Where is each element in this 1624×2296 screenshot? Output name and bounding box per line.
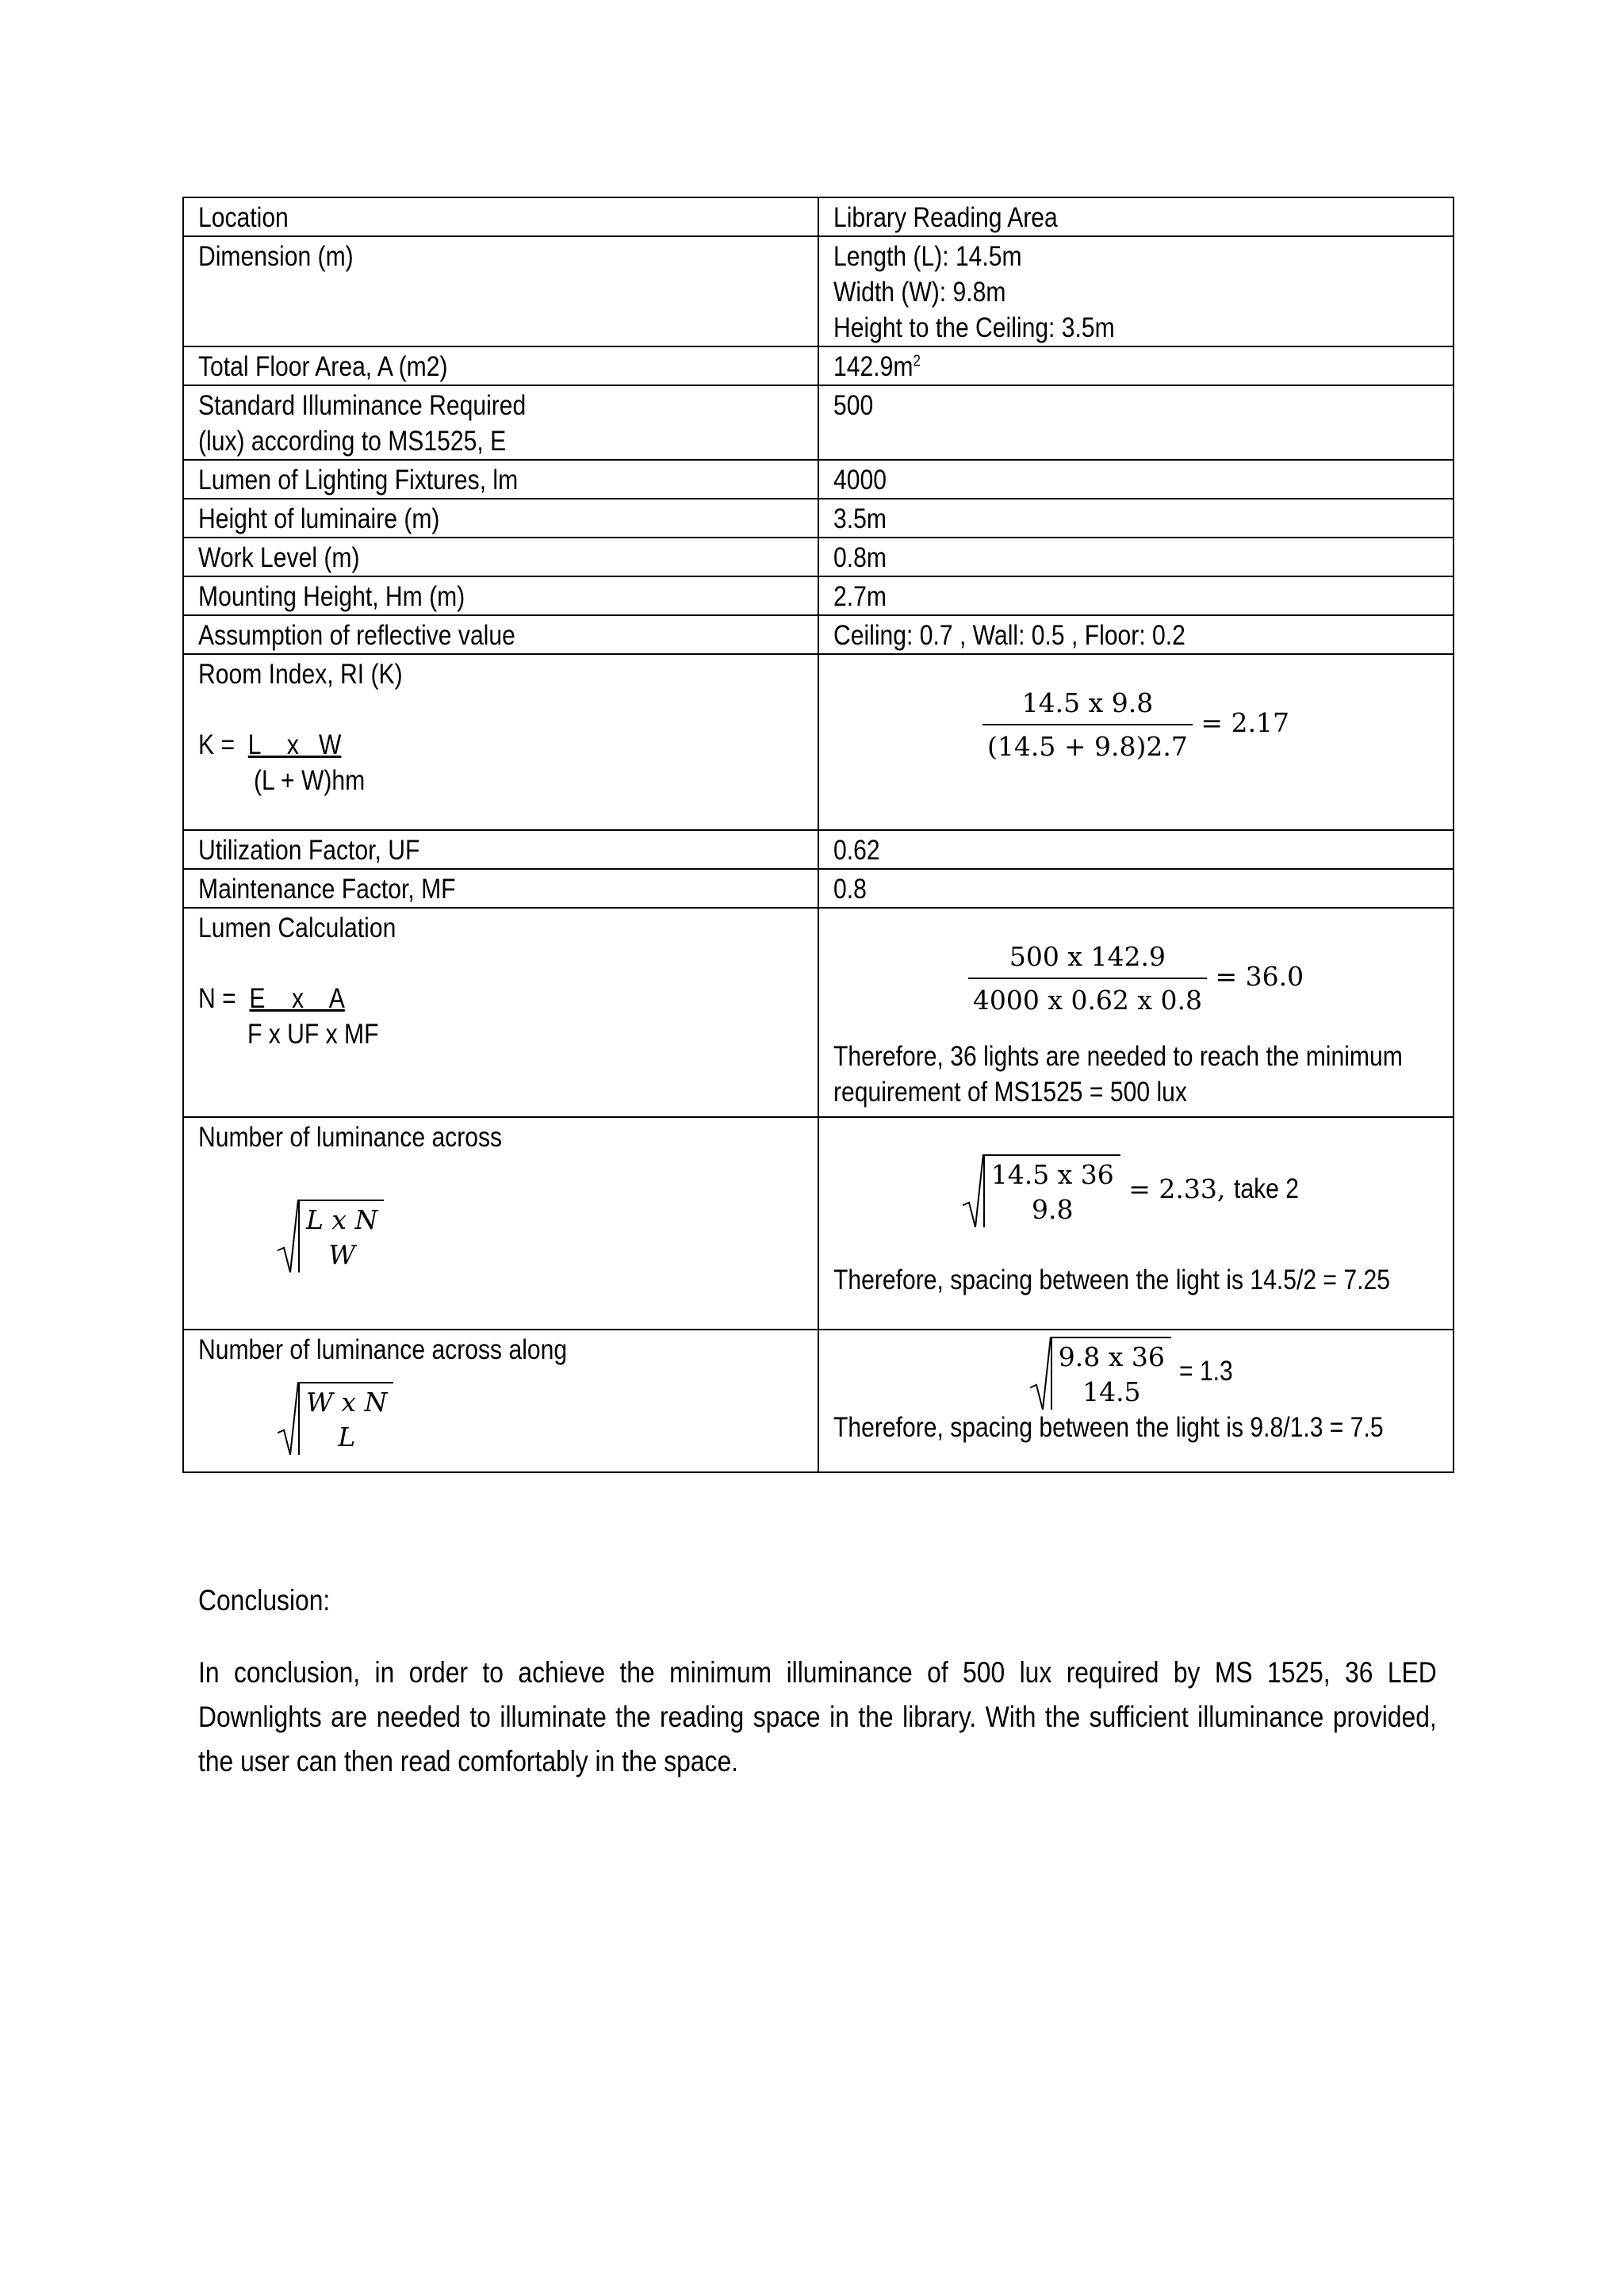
along-calc-denominator: 14.5 <box>1082 1376 1141 1407</box>
floor-area-value: 142.9m <box>833 351 914 382</box>
table-cell-label <box>183 908 818 1117</box>
table-row <box>183 615 1454 654</box>
room-index-calculation <box>833 685 1438 764</box>
room-index-formula <box>198 727 803 798</box>
location-value: Library Reading Area <box>833 202 1058 233</box>
lumen-calculation <box>833 939 1438 1018</box>
table-row <box>183 576 1454 615</box>
table-cell-label <box>183 869 818 908</box>
lumen-calc-denominator: 4000 x 0.62 x 0.8 <box>972 985 1202 1016</box>
table-cell-value <box>818 1117 1454 1330</box>
square-root-icon <box>278 1200 298 1272</box>
table-cell-label <box>183 1330 818 1472</box>
table-cell-value <box>818 460 1454 499</box>
table-row <box>183 385 1454 460</box>
along-formula-denominator: L <box>338 1422 356 1452</box>
along-therefore: Therefore, spacing between the light is 9.8/1.3 = 7.5 <box>833 1412 1384 1443</box>
table-cell-value <box>818 538 1454 576</box>
across-formula-numerator: L x N <box>306 1204 378 1235</box>
dimension-width: Width (W): 9.8m <box>833 277 1006 308</box>
conclusion-title-text: Conclusion: <box>198 1584 331 1617</box>
table-cell-value <box>818 830 1454 869</box>
lumen-calc-numerator: 500 x 142.9 <box>968 939 1207 979</box>
along-calc-numerator: 9.8 x 36 <box>1058 1341 1165 1372</box>
room-index-calc-numerator: 14.5 x 9.8 <box>982 685 1193 725</box>
table-cell-value <box>818 615 1454 654</box>
illuminance-label-line1: Standard Illuminance Required <box>198 390 527 421</box>
table-cell-label <box>183 830 818 869</box>
mf-label: Maintenance Factor, MF <box>198 874 456 905</box>
work-level-label: Work Level (m) <box>198 542 360 573</box>
uf-value: 0.62 <box>833 835 880 866</box>
dimension-length: Length (L): 14.5m <box>833 241 1022 272</box>
along-calc-result: = 1.3 <box>1179 1356 1234 1387</box>
lumen-fixture-label: Lumen of Lighting Fixtures, lm <box>198 465 519 496</box>
table-cell-value <box>818 385 1454 460</box>
across-label: Number of luminance across <box>198 1122 503 1153</box>
table-cell-value <box>818 197 1454 236</box>
mf-value: 0.8 <box>833 874 867 905</box>
table-cell-label <box>183 236 818 346</box>
across-sqrt-formula <box>278 1200 384 1272</box>
room-index-calc-result: = 2.17 <box>1201 707 1289 738</box>
table-cell-label <box>183 576 818 615</box>
table-row <box>183 197 1454 236</box>
conclusion-text: In conclusion, in order to achieve the minimum illuminance of 500 lux required by MS 1525, 36 LED Downlights are needed to illuminate the reading space in the library. With the sufficient illuminance provided, the user can then read comfortably in the space. <box>198 1656 1437 1777</box>
table-cell-label <box>183 385 818 460</box>
lumen-therefore-line2: requirement of MS1525 = 500 lux <box>833 1077 1187 1108</box>
table-cell-value <box>818 236 1454 346</box>
table-row <box>183 1117 1454 1330</box>
table-cell-label <box>183 654 818 830</box>
luminaire-height-value: 3.5m <box>833 503 887 534</box>
dimension-height: Height to the Ceiling: 3.5m <box>833 312 1115 343</box>
along-sqrt-formula <box>278 1382 393 1455</box>
across-calculation <box>833 1154 1438 1227</box>
room-index-formula-numerator: L x W <box>247 729 342 760</box>
across-formula-denominator: W <box>328 1239 356 1270</box>
lumen-calc-result: = 36.0 <box>1215 961 1304 992</box>
table-row <box>183 869 1454 908</box>
table-row <box>183 499 1454 538</box>
table-cell-value <box>818 499 1454 538</box>
uf-label: Utilization Factor, UF <box>198 835 420 866</box>
lumen-fixture-value: 4000 <box>833 465 887 496</box>
lumen-formula <box>198 981 803 1052</box>
room-index-label: Room Index, RI (K) <box>198 659 403 690</box>
lumen-calc-label: Lumen Calculation <box>198 913 396 943</box>
table-cell-value <box>818 346 1454 385</box>
lumen-formula-numerator: E x A <box>249 983 345 1014</box>
along-formula-numerator: W x N <box>306 1387 388 1418</box>
table-row <box>183 1330 1454 1472</box>
table-cell-label <box>183 615 818 654</box>
across-calc-take: take 2 <box>1233 1173 1299 1204</box>
across-calc-result: = 2.33, <box>1128 1173 1226 1204</box>
across-calc-denominator: 9.8 <box>1032 1194 1074 1225</box>
table-row <box>183 654 1454 830</box>
across-sqrt-calculation <box>963 1154 1120 1227</box>
table-row <box>183 538 1454 576</box>
square-root-icon <box>963 1154 983 1227</box>
reflective-value: Ceiling: 0.7 , Wall: 0.5 , Floor: 0.2 <box>833 620 1185 651</box>
conclusion-title <box>198 1584 351 1617</box>
table-cell-label <box>183 460 818 499</box>
table-cell-value <box>818 869 1454 908</box>
table-cell-label <box>183 1117 818 1330</box>
table-row <box>183 460 1454 499</box>
square-root-icon <box>278 1382 298 1455</box>
along-calculation <box>833 1337 1438 1410</box>
mounting-height-label: Mounting Height, Hm (m) <box>198 581 465 612</box>
lighting-calculation-table <box>182 197 1454 1473</box>
mounting-height-value: 2.7m <box>833 581 887 612</box>
along-sqrt-calculation <box>1030 1337 1171 1410</box>
work-level-value: 0.8m <box>833 542 887 573</box>
along-label: Number of luminance across along <box>198 1334 568 1365</box>
reflective-label: Assumption of reflective value <box>198 620 515 651</box>
table-row <box>183 346 1454 385</box>
table-cell-value <box>818 654 1454 830</box>
lumen-formula-prefix: N = <box>198 983 236 1014</box>
room-index-calc-denominator: (14.5 + 9.8)2.7 <box>987 731 1188 762</box>
floor-area-label: Total Floor Area, A (m2) <box>198 351 448 382</box>
table-cell-value <box>818 1330 1454 1472</box>
table-cell-value <box>818 908 1454 1117</box>
table-row <box>183 236 1454 346</box>
dimension-label: Dimension (m) <box>198 241 354 272</box>
table-row <box>183 830 1454 869</box>
luminaire-height-label: Height of luminaire (m) <box>198 503 440 534</box>
lumen-therefore-line1: Therefore, 36 lights are needed to reach the minimum <box>833 1041 1403 1072</box>
table-cell-label <box>183 197 818 236</box>
room-index-formula-prefix: K = <box>198 729 236 760</box>
across-calc-numerator: 14.5 x 36 <box>990 1159 1114 1190</box>
room-index-formula-denominator: (L + W)hm <box>254 765 366 796</box>
lumen-formula-denominator: F x UF x MF <box>247 1019 379 1050</box>
table-row <box>183 908 1454 1117</box>
illuminance-label-line2: (lux) according to MS1525, E <box>198 426 507 457</box>
room-index-fraction <box>982 685 1193 764</box>
lumen-fraction <box>968 939 1207 1018</box>
floor-area-superscript: 2 <box>913 352 921 370</box>
table-cell-label <box>183 538 818 576</box>
table-cell-value <box>818 576 1454 615</box>
square-root-icon <box>1030 1337 1051 1410</box>
illuminance-value: 500 <box>833 390 874 421</box>
table-cell-label <box>183 499 818 538</box>
location-label: Location <box>198 202 289 233</box>
across-therefore: Therefore, spacing between the light is 14.5/2 = 7.25 <box>833 1265 1390 1295</box>
conclusion-paragraph <box>198 1651 1437 1784</box>
table-cell-label <box>183 346 818 385</box>
